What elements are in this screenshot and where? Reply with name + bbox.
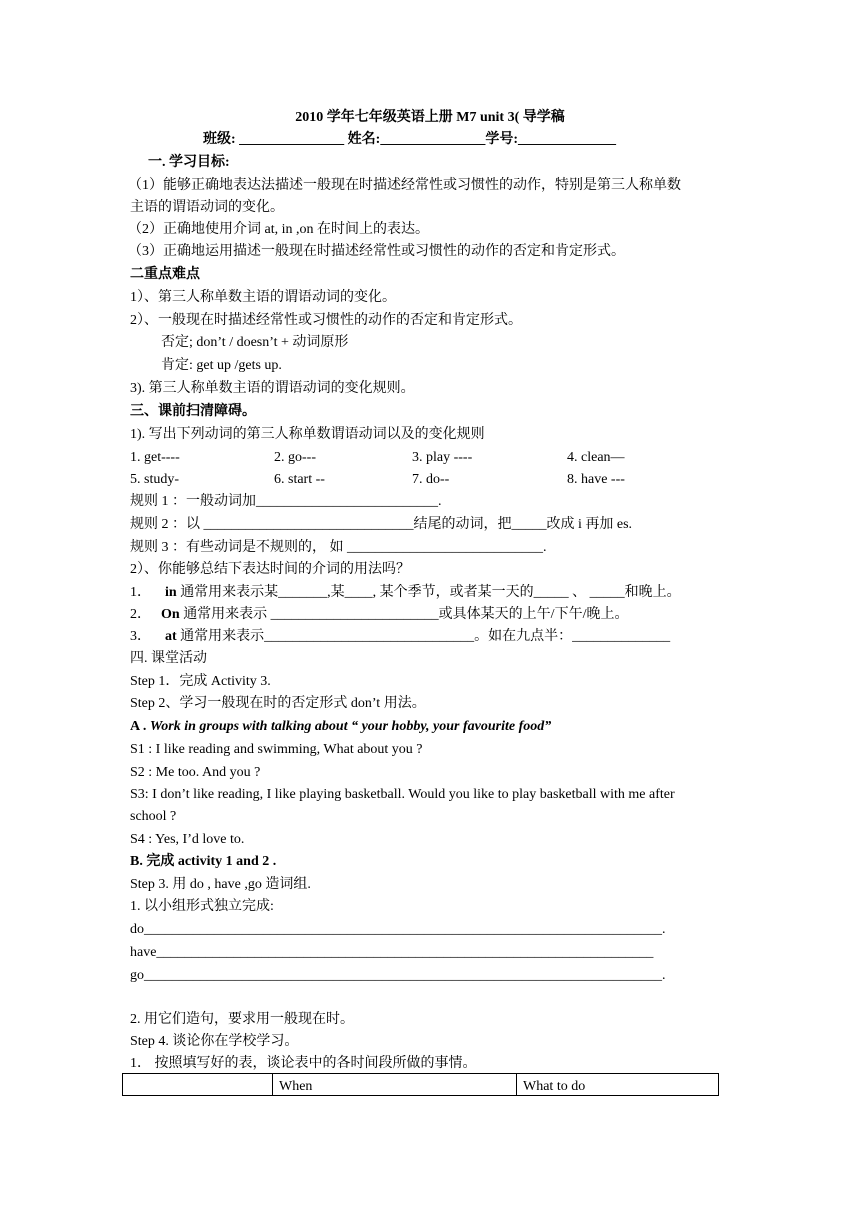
item-number: 1． [130, 585, 151, 600]
step-4-item-1: 1． 按照填写好的表，谈论表中的各时间段所做的事情。 [130, 1056, 477, 1071]
preposition-text: 通常用来表示某_______,某____, 某个季节，或者某一天的_____ 、 _____和晚上。 [176, 585, 681, 600]
objective-1-line-1: （1）能够正确地表达法描述一般现在时描述经常性或习惯性的动作，特别是第三人称单数 [128, 178, 681, 193]
verb-item: 4. clean— [567, 450, 625, 465]
rule-2: 规则 2 ：以 ______________________________结尾的动词，把_____改成 i 再加 es. [130, 517, 633, 532]
section-3-heading: 三、课前扫清障碍。 [130, 404, 256, 419]
step-3: Step 3. 用 do , have ,go 造词组. [130, 877, 311, 892]
objective-3: （3）正确地运用描述一般现在时描述经常性或习惯性的动作的否定和肯定形式。 [128, 244, 625, 259]
key-point-2: 2）、一般现在时描述经常性或习惯性的动作的否定和肯定形式。 [130, 313, 522, 328]
item-number: 2． [130, 607, 151, 622]
preposition-in-line [130, 584, 681, 602]
section-2-heading: 二重点难点 [130, 267, 200, 282]
dialogue-s3-line-2: school ? [130, 809, 177, 824]
dialogue-s3-line-1: S3: I don’t like reading, I like playing basketball. Would you like to play basketball with me after [130, 787, 675, 802]
student-info-line: 班级: _______________ 姓名:_______________学号:______________ [203, 132, 616, 147]
dialogue-s2: S2 : Me too. And you ? [130, 765, 261, 780]
dialogue-s1: S1 : I like reading and swimming, What about you ? [130, 742, 423, 757]
step-3-item-1: 1. 以小组形式独立完成: [130, 899, 274, 914]
preposition-word: at [165, 629, 177, 644]
preposition-word: On [161, 607, 180, 622]
question-2: 2）、你能够总结下表达时间的介词的用法吗？ [130, 562, 410, 577]
schedule-table [122, 1073, 719, 1096]
item-number: 3． [130, 629, 151, 644]
activity-a-text: Work in groups with talking about “ your hobby, your favourite food” [149, 719, 552, 734]
dialogue-s4: S4 : Yes, I’d love to. [130, 832, 245, 847]
question-1: 1). 写出下列动词的第三人称单数谓语动词以及的变化规则 [130, 427, 485, 442]
negative-form: 否定; don’t / doesn’t + 动词原形 [161, 335, 349, 350]
preposition-at-line [130, 628, 670, 646]
positive-form: 肯定: get up /gets up. [161, 358, 282, 373]
preposition-word: in [165, 585, 177, 600]
preposition-on-line [130, 606, 628, 624]
activity-b-heading: B. 完成 activity 1 and 2 . [130, 854, 277, 869]
verb-item: 5. study- [130, 472, 179, 487]
step-1: Step 1．完成 Activity 3. [130, 674, 271, 689]
table-row [123, 1074, 719, 1096]
verb-item: 6. start -- [274, 472, 325, 487]
step-3-item-2: 2. 用它们造句，要求用一般现在时。 [130, 1012, 354, 1027]
key-point-3: 3). 第三人称单数主语的谓语动词的变化规则。 [130, 381, 415, 396]
key-point-1: 1）、第三人称单数主语的谓语动词的变化。 [130, 290, 396, 305]
verb-item: 2. go--- [274, 450, 316, 465]
section-1-heading: 一. 学习目标: [148, 155, 230, 170]
preposition-text: 通常用来表示 ________________________或具体某天的上午/下午/晚上。 [179, 607, 629, 622]
table-header-what-to-do: What to do [517, 1074, 719, 1096]
section-4-heading: 四. 课堂活动 [130, 651, 207, 666]
objective-1-line-2: 主语的谓语动词的变化。 [130, 200, 284, 215]
verb-item: 8. have --- [567, 472, 625, 487]
step-2: Step 2、学习一般现在时的否定形式 don’t 用法。 [130, 696, 426, 711]
verb-item: 3. play ---- [412, 450, 473, 465]
table-header-cell [123, 1074, 273, 1096]
activity-a-heading [130, 718, 551, 736]
step-4: Step 4. 谈论你在学校学习。 [130, 1034, 299, 1049]
rule-3: 规则 3 ：有些动词是不规则的， 如 ____________________________. [130, 540, 547, 555]
do-blank-line: do__________________________________________________________________________. [130, 922, 666, 937]
preposition-text: 通常用来表示______________________________。如在九点半：______________ [176, 629, 671, 644]
have-blank-line: have_______________________________________________________________________ [130, 945, 654, 960]
activity-a-label: A . [130, 719, 150, 734]
verb-item: 1. get---- [130, 450, 180, 465]
rule-1: 规则 1 ：一般动词加__________________________. [130, 494, 442, 509]
objective-2: （2）正确地使用介词 at, in ,on 在时间上的表达。 [128, 222, 429, 237]
verb-item: 7. do-- [412, 472, 450, 487]
go-blank-line: go__________________________________________________________________________. [130, 968, 666, 983]
page-title: 2010 学年七年级英语上册 M7 unit 3( 导学稿 [295, 110, 565, 125]
table-header-when: When [273, 1074, 517, 1096]
